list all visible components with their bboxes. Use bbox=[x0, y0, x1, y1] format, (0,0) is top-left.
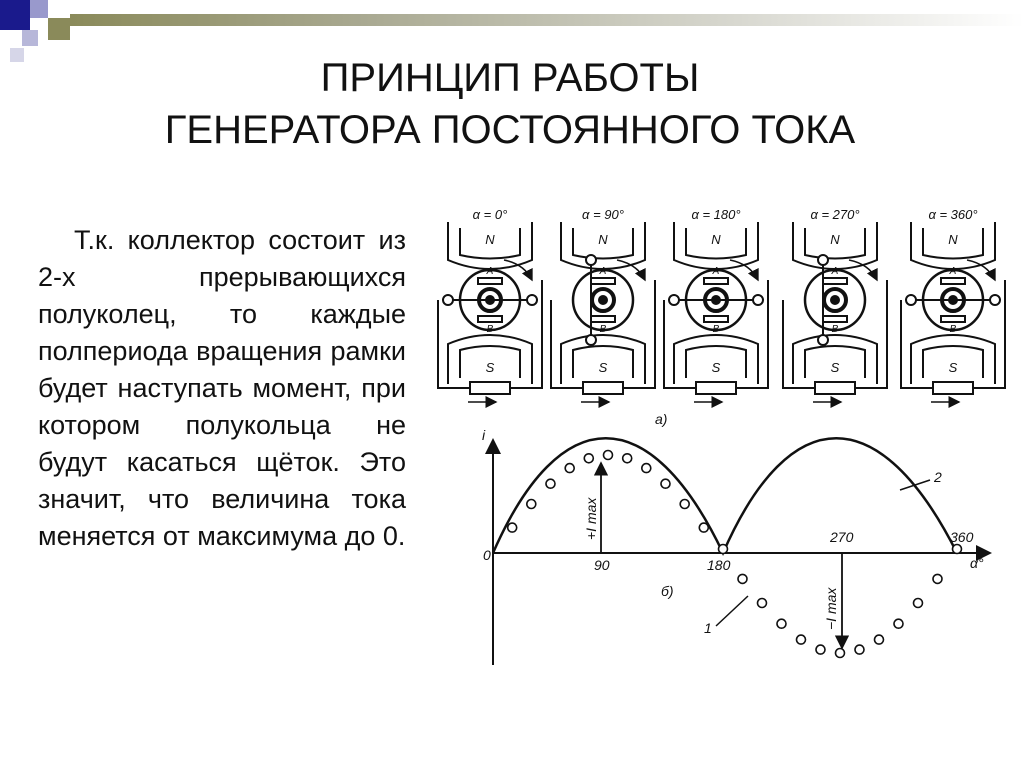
curve-1-leader bbox=[716, 596, 748, 626]
brush-a bbox=[941, 278, 965, 284]
curve-2-label: 2 bbox=[934, 469, 942, 485]
south-label: S bbox=[711, 360, 721, 375]
north-label: N bbox=[485, 232, 495, 247]
conductor-left bbox=[443, 295, 453, 305]
brush-a-label: A bbox=[486, 266, 494, 277]
curve-1-point bbox=[699, 523, 708, 532]
resistor bbox=[470, 382, 510, 394]
brush-a-label: A bbox=[831, 266, 839, 277]
curve-2-leader bbox=[900, 480, 930, 490]
plus-imax-label: +I max bbox=[583, 497, 599, 540]
curve-1-point bbox=[797, 635, 806, 644]
curve-1-point bbox=[738, 574, 747, 583]
generator-panel-1 bbox=[551, 207, 655, 402]
title-line-1: ПРИНЦИП РАБОТЫ bbox=[320, 56, 700, 100]
generator-panel-0 bbox=[438, 207, 542, 402]
brush-b bbox=[941, 316, 965, 322]
curve-1-point bbox=[816, 645, 825, 654]
curve-1-point bbox=[680, 500, 689, 509]
curve-1-point bbox=[527, 500, 536, 509]
resistor bbox=[583, 382, 623, 394]
generator-panel-3 bbox=[783, 207, 887, 402]
brush-b-label: B bbox=[949, 324, 957, 335]
angle-label: α = 90° bbox=[582, 207, 624, 222]
conductor-left bbox=[669, 295, 679, 305]
shaft bbox=[831, 296, 839, 304]
angle-label: α = 0° bbox=[472, 207, 508, 222]
shaft bbox=[599, 296, 607, 304]
curve-1-point bbox=[604, 451, 613, 460]
graph-labels bbox=[482, 411, 984, 636]
curve-1-point bbox=[719, 545, 728, 554]
south-label: S bbox=[948, 360, 958, 375]
conductor-right bbox=[990, 295, 1000, 305]
curve-1-point bbox=[546, 479, 555, 488]
x-axis-label: α° bbox=[970, 555, 984, 571]
origin-label: 0 bbox=[483, 547, 491, 563]
curve-1-point bbox=[953, 545, 962, 554]
conductor-right bbox=[753, 295, 763, 305]
panel-caption: а) bbox=[655, 411, 668, 427]
brush-a-label: A bbox=[949, 266, 957, 277]
brush-a-label: A bbox=[599, 266, 607, 277]
brush-a bbox=[591, 278, 615, 284]
curve-1-point bbox=[777, 619, 786, 628]
curve-1-point bbox=[642, 464, 651, 473]
curve-1-point bbox=[914, 599, 923, 608]
resistor bbox=[815, 382, 855, 394]
north-label: N bbox=[598, 232, 608, 247]
brush-a bbox=[478, 278, 502, 284]
resistor bbox=[696, 382, 736, 394]
minus-imax-label: −I max bbox=[823, 587, 839, 630]
tick-360: 360 bbox=[950, 529, 974, 545]
generator-panel-4 bbox=[901, 207, 1005, 402]
angle-label: α = 180° bbox=[691, 207, 741, 222]
resistor bbox=[933, 382, 973, 394]
brush-a-label: A bbox=[712, 266, 720, 277]
brush-b bbox=[478, 316, 502, 322]
brush-b-label: B bbox=[712, 324, 720, 335]
title-line-2: ГЕНЕРАТОРА ПОСТОЯННОГО ТОКА bbox=[164, 108, 856, 152]
conductor-bottom bbox=[586, 335, 596, 345]
brush-b-label: B bbox=[486, 324, 494, 335]
tick-270: 270 bbox=[830, 529, 854, 545]
north-label: N bbox=[711, 232, 721, 247]
curve-2 bbox=[493, 438, 957, 553]
tick-90: 90 bbox=[594, 557, 610, 573]
curve-1-point bbox=[894, 619, 903, 628]
current-graph bbox=[493, 438, 990, 665]
conductor-right bbox=[527, 295, 537, 305]
tick-180: 180 bbox=[707, 557, 731, 573]
north-label: N bbox=[830, 232, 840, 247]
brush-a bbox=[823, 278, 847, 284]
curve-1-point bbox=[836, 649, 845, 658]
curve-1-point bbox=[758, 599, 767, 608]
curve-1-point bbox=[623, 454, 632, 463]
brush-b bbox=[704, 316, 728, 322]
curve-1-point bbox=[875, 635, 884, 644]
south-label: S bbox=[485, 360, 495, 375]
conductor-top bbox=[586, 255, 596, 265]
brush-a bbox=[704, 278, 728, 284]
conductor-bottom bbox=[818, 335, 828, 345]
curve-1-point bbox=[855, 645, 864, 654]
generator-panel-2 bbox=[664, 207, 768, 402]
south-label: S bbox=[598, 360, 608, 375]
curve-1-point bbox=[508, 523, 517, 532]
body-text: Т.к. коллектор состоит из 2-х прерывающихся полуколец, то каждые полпериода вращения рамки будет наступать момент, при котором полукольца не будут касаться щёток. Это значит, что величина тока меняется от максимума до 0. bbox=[38, 225, 406, 551]
south-label: S bbox=[830, 360, 840, 375]
angle-label: α = 270° bbox=[810, 207, 860, 222]
y-axis-label: i bbox=[482, 427, 486, 443]
brush-b bbox=[823, 316, 847, 322]
graph-caption: б) bbox=[661, 583, 674, 599]
curve-1-point bbox=[933, 574, 942, 583]
north-label: N bbox=[948, 232, 958, 247]
curve-1-point bbox=[661, 479, 670, 488]
brush-b bbox=[591, 316, 615, 322]
brush-b-label: B bbox=[831, 324, 839, 335]
conductor-left bbox=[906, 295, 916, 305]
conductor-top bbox=[818, 255, 828, 265]
curve-1-label: 1 bbox=[704, 620, 712, 636]
angle-label: α = 360° bbox=[928, 207, 978, 222]
brush-b-label: B bbox=[599, 324, 607, 335]
curve-1-point bbox=[584, 454, 593, 463]
curve-1-point bbox=[565, 464, 574, 473]
